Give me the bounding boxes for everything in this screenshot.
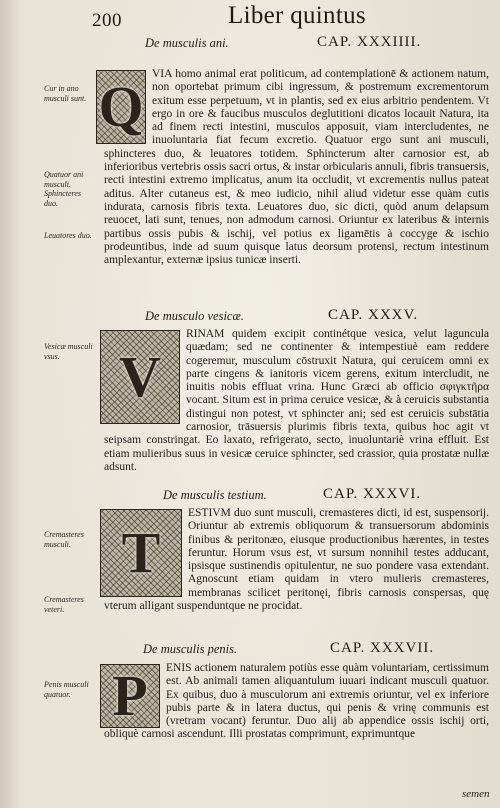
running-head xyxy=(0,0,500,34)
chapter-subject: De musculo vesicæ. xyxy=(145,309,244,323)
margin-note: Cremasteres musculi. xyxy=(44,530,84,549)
catchword: semen xyxy=(462,788,490,800)
running-title: Liber quintus xyxy=(228,2,366,29)
chapter-number: CAP. XXXVI. xyxy=(323,486,422,502)
chapter-text xyxy=(104,328,489,474)
margin-note: Quatuor ani musculi. Sphincteres duo. xyxy=(44,170,84,208)
chapter-text xyxy=(98,68,489,267)
chapter-paragraph: ESTIVM duo sunt musculi, cremasteres dicti, id est, suspensorij. Oriuntur ab extremis obliquorum & transuersorum abdominis finibus & peritonæo, eiusque productionibus hærentes, in testes feruntur. Horum vsus est, vt sursum nonnihil testes adducant, ipsisque sustinendis opitulentur, ne suo pondere vasa extendant. Agnoscunt etiam quidam in vtero mulieris cremasteres, membranas scilicet peritonęi, fibris carnosis conspersas, quę vterum alligant suspenduntque ne procidat. xyxy=(104,507,489,613)
chapter-text xyxy=(104,507,489,613)
margin-note: Leuatores duo. xyxy=(44,231,92,240)
decorated-initial: T xyxy=(100,509,182,597)
chapter-paragraph: ENIS actionem naturalem potiùs esse quàm voluntariam, certissimum est. Ab animali tamen aliquantulum iuuari indicant musculi quatuor. Ex quibus, duo à musculorum ani extremis oriuntur, vel ex inferiore pubis parte & in latera ductus, qui penis & vrinę communis est (vretram vocant) feruntur. Duo alij ab appendice ossis ischij orti, obliquè carnosi ascendunt. Illi prostatas comprimunt, exprimuntque xyxy=(104,662,489,741)
page-number: 200 xyxy=(92,10,122,31)
chapter-subject: De musculis ani. xyxy=(145,36,229,50)
chapter-number: CAP. XXXVII. xyxy=(330,640,435,656)
margin-note: Vesicæ musculi vsus. xyxy=(44,342,93,361)
chapter-number: CAP. XXXIIII. xyxy=(317,34,422,50)
chapter-subject: De musculis penis. xyxy=(143,642,238,656)
decorated-initial: Q xyxy=(96,70,146,144)
chapter-heading-35 xyxy=(145,309,490,325)
chapter-heading-36 xyxy=(145,488,490,504)
chapter-paragraph: RINAM quidem excipit continétque vesica, velut laguncula quædam; sed ne continenter & intempestiuè eam reddere cogeremur, musculum cōstruxit Natura, qui ceruicem omni ex parte cingens & ianitoris vicem gerens, exitum intercludit, ne inuitis nobis effluat vrina. Hunc Græci ab officio σφιγκτῆρα vocant. Situm est in prima ceruice vesicæ, & à ceruicis substantia distingui non potest, vt sphincter ani; sed est ceruicis substātia carnosior, trāsuersis plurimis fibris texta, quibus hoc agit vt seipsam constringat. Eo laxato, refrigerato, secto, inuoluntariè vrina effluit. Est etiam mulieribus suus in vesicæ ceruice sphincter, sed crassior, quia prostatæ nullæ adsunt. xyxy=(104,328,489,473)
margin-note: Cremasteres veteri. xyxy=(44,595,84,614)
chapter-heading-37 xyxy=(145,642,490,658)
chapter-text xyxy=(104,662,489,742)
margin-note: Cur in ano musculi sunt. xyxy=(44,84,87,103)
decorated-initial: P xyxy=(100,664,160,728)
decorated-initial: V xyxy=(100,330,180,424)
chapter-number: CAP. XXXV. xyxy=(328,307,419,323)
chapter-paragraph: VIA homo animal erat politicum, ad contemplationē & actionem natum, non oportebat primum cibi ingressum, & postremum excrementorum exitum esse perpetuum, vt in plantis, sed ex eius arbitrio pendentem. Vt ergo in ore & faucibus musculos deglutitioni dicatos locauit Natura, ita ad finem recti intestini, musculos apposuit, viam intercludentes, ne inuoluntaria fiat fecum excretio. Quatuor ergo sunt ani musculi, sphincteres duo, & leuatores totidem. Sphincterum alter carnosior est, ab inferioribus vertebris ossis sacri ortus, & instar orbicularis annuli, fibris transuersis, recti intestini extremo implicatus, anum ita occludit, vt excrementis nullus pateat aditus. Alter cutaneus est, & meo iudicio, nihil aliud videtur esse quàm cutis indurata, carnosis fibris texta. Leuatores duo, sic dicti, quòd anum delapsum reuocet, lati sunt, tenues, non admodum carnosi. Oriuntur ex lateribus & internis partibus ossis pubis & ischij, vel potius ex ligamētis à coccyge & ischio prodeuntibus, inde ad suum quisque latus deorsum protensi, rectum intestinum amplexantur, externæ ipsius tunicæ inserti. xyxy=(104,68,489,267)
margin-note: Penis musculi quatuor. xyxy=(44,680,89,699)
chapter-subject: De musculis testium. xyxy=(163,488,267,502)
chapter-heading-34 xyxy=(145,36,490,52)
